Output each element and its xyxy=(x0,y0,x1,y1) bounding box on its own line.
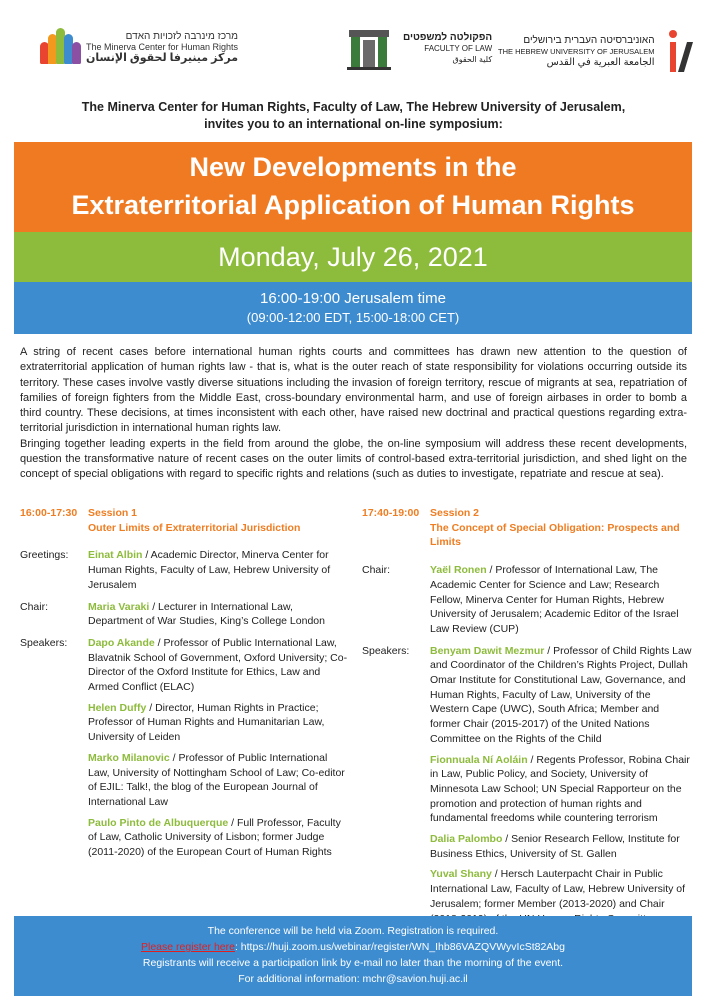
faculty-of-law-logo xyxy=(345,26,492,70)
speaker-affiliation: / Professor of Public International Law, Blavatnik School of Government, Oxford University; Co-Director of the Oxford Institute for Ethics, Law and Armed Conflict (ELAC) xyxy=(88,636,348,694)
law-hebrew-name: הפקולטה למשפטים xyxy=(403,31,493,43)
session-2-title: The Concept of Special Obligation: Prospects and Limits xyxy=(430,521,680,549)
speaker-affiliation: / Regents Professor, Robina Chair in Law, Public Policy, and Society, University of Minnesota Law School; UN Special Rapporteur on the promotion and protection of human rights and fundamental freedoms while countering terrorism xyxy=(430,753,690,825)
title-line-2: Extraterritorial Application of Human Rights xyxy=(71,190,635,220)
minerva-hebrew-name: מרכז מינרבה לזכויות האדם xyxy=(125,30,239,42)
contact-info: For additional information: mchr@savion.huji.ac.il xyxy=(238,973,468,985)
intro-line-2: invites you to an international on-line symposium: xyxy=(204,117,503,131)
speaker-name: Maria Varaki xyxy=(88,600,150,613)
speaker-affiliation: / Senior Research Fellow, Institute for Business Ethics, University of St. Gallen xyxy=(430,833,680,860)
list-item xyxy=(430,644,692,747)
session-1 xyxy=(20,506,350,873)
registration-footer xyxy=(14,916,692,996)
session-1-label: Session 1 xyxy=(88,507,138,519)
speaker-name: Yuval Shany xyxy=(430,868,492,881)
speaker-affiliation: / Full Professor, Faculty of Law, Catholic University of Lisbon; former Judge (2011-2020) of the European Court of Human Rights xyxy=(88,816,341,859)
symposium-description xyxy=(20,345,687,483)
speaker-name: Helen Duffy xyxy=(88,701,147,714)
chair-label: Chair: xyxy=(20,600,49,613)
session-1-chair xyxy=(20,600,350,629)
registration-url[interactable]: : https://huji.zoom.us/webinar/register/WN_Ihb86VAZQVWyvIcSt82Abg xyxy=(234,941,565,953)
hebrew-university-logo xyxy=(498,28,695,74)
speaker-affiliation: / Hersch Lauterpacht Chair in Public International Law, Faculty of Law, Hebrew University of Jerusalem; former Member (2013-2020) and Chair xyxy=(430,868,686,910)
list-item xyxy=(88,816,350,860)
session-1-title: Outer Limits of Extraterritorial Jurisdiction xyxy=(88,521,301,534)
speakers-label: Speakers: xyxy=(20,636,68,649)
list-item xyxy=(88,751,350,810)
list-item xyxy=(88,636,350,695)
speaker-affiliation: / Professor of International Law, The Academic Center for Science and Law; Research Fellow, Minerva Center for Human Rights, Hebrew University of Jerusalem; Academic Editor of the Israel Law Review (CUP) xyxy=(430,564,679,635)
speaker-name: Einat Albin xyxy=(88,549,143,562)
intro-line-1: The Minerva Center for Human Rights, Faculty of Law, The Hebrew University of Jerusalem, xyxy=(81,100,626,114)
speaker-name: Yaël Ronen xyxy=(430,564,487,577)
huji-emblem-icon xyxy=(665,28,695,74)
speaker-affiliation: / Academic Director, Minerva Center for Human Rights, Faculty of Law, Hebrew University of Jerusalem xyxy=(88,549,331,591)
list-item xyxy=(430,753,692,827)
speaker-name: Dalia Palombo xyxy=(430,833,503,846)
huji-english-name: THE HEBREW UNIVERSITY OF JERUSALEM xyxy=(498,46,655,56)
date-banner xyxy=(14,232,692,282)
minerva-center-logo xyxy=(40,28,238,66)
participation-notice: Registrants will receive a participation link by e-mail no later than the morning of the event. xyxy=(142,957,564,969)
greetings-label: Greetings: xyxy=(20,549,69,562)
title-line-1: New Developments in the xyxy=(189,152,517,182)
description-paragraph-1: A string of recent cases before international human rights courts and committees has drawn new attention to the question of extraterritorial application of human rights law - that is, what is the outer reach of state responsibility for violations occurring outside its territory. These cases involve vastly diverse situations including the invasion of foreign territory, rescue of migrants at sea, repatriation of families of foreign fighters from the Middle East, cross-boundary environmental harm, and use of foreign airbases in order to bomb a third country. These decisions, at times inconsistent with each other, have raised new doctrinal and practical questions regarding extra-territorial jurisdiction in international human rights law. xyxy=(20,346,687,435)
speaker-name: Benyam Dawit Mezmur xyxy=(430,644,545,657)
speaker-name: Dapo Akande xyxy=(88,636,155,649)
session-2-chair xyxy=(362,563,692,637)
list-item xyxy=(430,832,692,861)
law-arabic-name: كلية الحقوق xyxy=(452,54,493,64)
session-2-label: Session 2 xyxy=(430,507,480,519)
session-1-header xyxy=(20,506,350,521)
event-date: Monday, July 26, 2021 xyxy=(218,242,488,272)
registration-line xyxy=(14,939,692,955)
session-1-greetings xyxy=(20,548,350,592)
speakers-label: Speakers: xyxy=(362,644,410,657)
minerva-arabic-name: مركز مينيرفا لحقوق الإنسان xyxy=(86,51,239,64)
invitation-intro xyxy=(0,99,707,133)
speaker-affiliation: / Professor of Child Rights Law and Coordinator of the Children’s Rights Project, Dullah Omar Institute for Constitutional Law, Governance, and Human Rights, Faculty of Law, University of the Western Cape (UWC), South Africa; Member and former Chair (2015-2017) of the United Nations Committee on the Rights of the Child xyxy=(430,644,692,745)
session-1-speakers xyxy=(20,636,350,866)
law-building-icon xyxy=(345,26,393,70)
minerva-english-name: The Minerva Center for Human Rights xyxy=(86,41,239,52)
chair-label: Chair: xyxy=(362,564,391,577)
other-timezones: (09:00-12:00 EDT, 15:00-18:00 CET) xyxy=(246,310,460,325)
title-banner xyxy=(14,142,692,232)
speaker-name: Fionnuala Ní Aoláin xyxy=(430,753,528,766)
list-item xyxy=(88,701,350,745)
session-2-header xyxy=(362,506,692,521)
register-link[interactable]: Please register here xyxy=(141,941,235,953)
huji-arabic-name: الجامعة العبرية في القدس xyxy=(546,56,655,68)
session-2-time: 17:40-19:00 xyxy=(362,507,420,519)
header-logos xyxy=(0,14,707,86)
law-english-name: FACULTY OF LAW xyxy=(424,43,493,53)
zoom-notice: The conference will be held via Zoom. Registration is required. xyxy=(207,925,499,937)
time-banner xyxy=(14,282,692,334)
speaker-name: Marko Milanovic xyxy=(88,751,170,764)
description-paragraph-2: Bringing together leading experts in the field from around the globe, the on-line symposium will address these recent developments, question the transformative nature of recent cases on the outer limits of control-based extra-territorial jurisdiction, and shed light on the concept of special obligations with regard to specific rights and relations (such as duties to investigate, repatriate and rescue at sea). xyxy=(20,437,687,481)
local-time: 16:00-19:00 Jerusalem time xyxy=(260,290,446,307)
speaker-affiliation: / Professor of Public International Law, University of Nottingham School of Law; Co-editor of EJIL: Talk!, the blog of the European Journal of International Law xyxy=(88,751,345,808)
speaker-affiliation: / Lecturer in International Law, Department of War Studies, King’s College London xyxy=(88,600,325,628)
session-2-speakers xyxy=(362,644,692,933)
minerva-people-icon xyxy=(40,28,82,66)
session-2 xyxy=(362,506,692,939)
huji-hebrew-name: האוניברסיטה העברית בירושלים xyxy=(523,34,655,46)
speaker-affiliation: / Director, Human Rights in Practice; Professor of Human Rights and Humanitarian Law, University of Leiden xyxy=(88,701,325,744)
speaker-name: Paulo Pinto de Albuquerque xyxy=(88,816,229,829)
session-1-time: 16:00-17:30 xyxy=(20,507,78,519)
